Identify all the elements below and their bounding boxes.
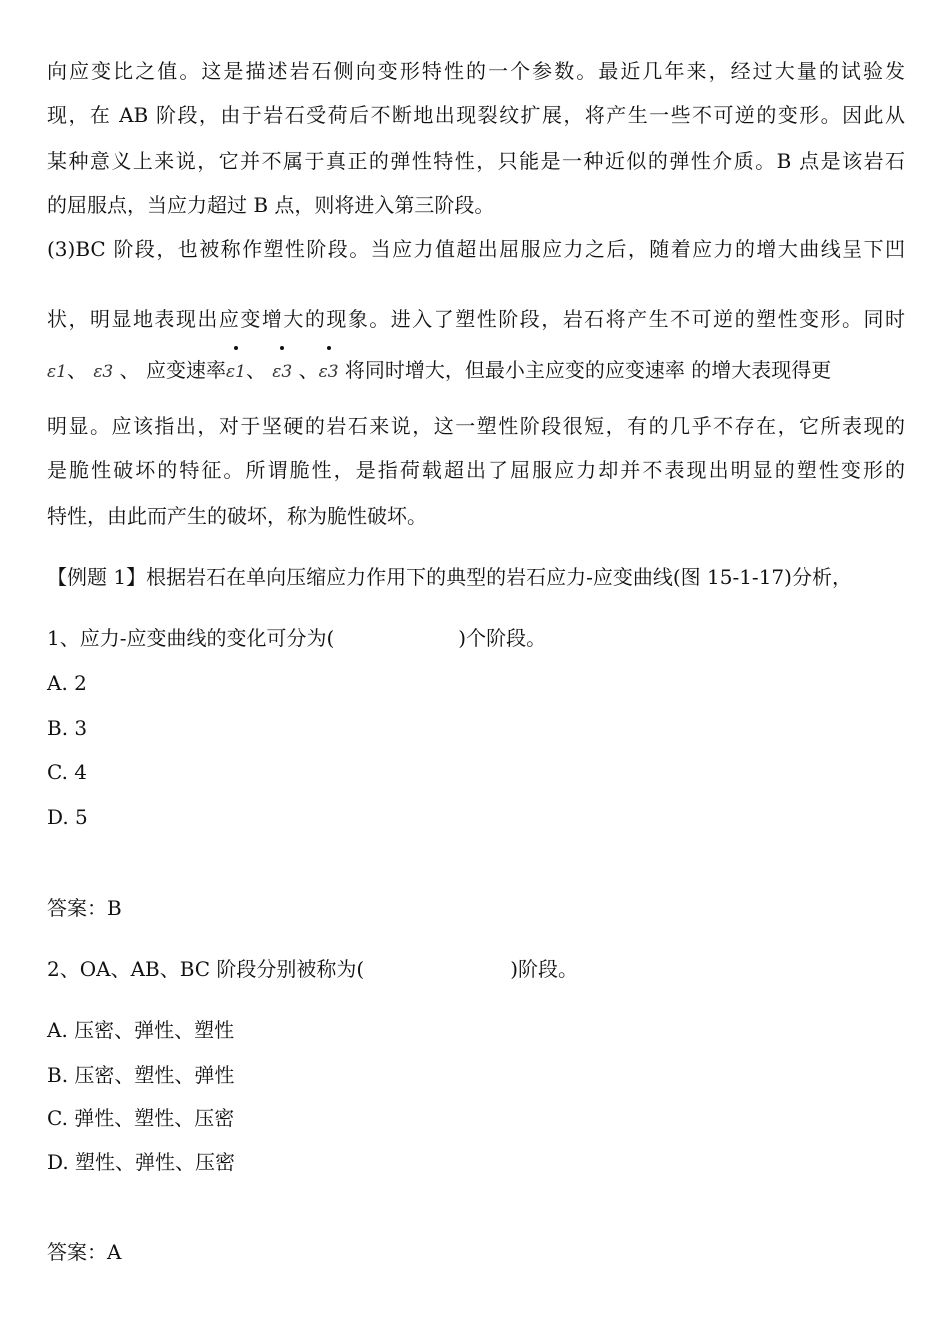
separator: 、 xyxy=(119,358,140,382)
question-1-answer: 答案：B xyxy=(47,896,122,920)
epsilon-1-dot-symbol: ε1 xyxy=(226,358,246,386)
paragraph-line: 明显。应该指出，对于坚硬的岩石来说，这一塑性阶段很短，有的几乎不存在，它所表现的 xyxy=(47,414,905,438)
question-2-option: A. 压密、弹性、塑性 xyxy=(47,1018,235,1042)
separator: 、 xyxy=(245,358,266,382)
paragraph-line: (3)BC 阶段，也被称作塑性阶段。当应力值超出屈服应力之后，随着应力的增大曲线呈下凹 xyxy=(47,237,905,261)
paragraph-line: 的屈服点，当应力超过 B 点，则将进入第三阶段。 xyxy=(47,193,495,217)
formula-tail-text: 将同时增大，但最小主应变的应变速率 的增大表现得更 xyxy=(344,358,832,382)
question-2-answer: 答案：A xyxy=(47,1240,122,1264)
paragraph-line: 特性，由此而产生的破坏，称为脆性破坏。 xyxy=(47,504,427,528)
question-1-stem-start: 1、应力-应变曲线的变化可分为( xyxy=(47,626,335,650)
question-1-option: D. 5 xyxy=(47,805,88,829)
question-2-stem-start: 2、OA、AB、BC 阶段分别被称为( xyxy=(47,957,365,981)
formula-line xyxy=(47,356,831,386)
question-1-option: A. 2 xyxy=(47,671,87,695)
epsilon-3-dot-symbol: ε3 xyxy=(319,358,339,386)
example-title: 【例题 1】根据岩石在单向压缩应力作用下的典型的岩石应力-应变曲线(图 15-1-17)分析， xyxy=(47,565,852,589)
separator: 、 xyxy=(298,358,319,382)
paragraph-line: 状，明显地表现出应变增大的现象。进入了塑性阶段，岩石将产生不可逆的塑性变形。同时 xyxy=(47,307,905,331)
question-1-option: B. 3 xyxy=(47,716,88,740)
question-2-option: B. 压密、塑性、弹性 xyxy=(47,1063,235,1087)
paragraph-line: 现，在 AB 阶段，由于岩石受荷后不断地出现裂纹扩展，将产生一些不可逆的变形。因此从 xyxy=(47,103,905,127)
paragraph-line: 是脆性破坏的特征。所谓脆性，是指荷载超出了屈服应力却并不表现出明显的塑性变形的 xyxy=(47,458,905,482)
epsilon-3-dot-symbol: ε3 xyxy=(272,358,292,386)
question-1-stem-end: )个阶段。 xyxy=(458,626,547,650)
paragraph-line: 向应变比之值。这是描述岩石侧向变形特性的一个参数。最近几年来，经过大量的试验发 xyxy=(47,59,905,83)
question-1-option: C. 4 xyxy=(47,760,88,784)
question-2-stem xyxy=(47,955,578,983)
separator: 、 xyxy=(66,358,87,382)
strain-rate-label: 应变速率 xyxy=(145,358,226,382)
epsilon-1-symbol: ε1 xyxy=(47,362,67,382)
question-2-option: D. 塑性、弹性、压密 xyxy=(47,1150,236,1174)
question-2-option: C. 弹性、塑性、压密 xyxy=(47,1106,235,1130)
question-2-stem-end: )阶段。 xyxy=(510,957,579,981)
question-1-stem xyxy=(47,624,546,652)
paragraph-line: 某种意义上来说，它并不属于真正的弹性特性，只能是一种近似的弹性介质。B 点是该岩石 xyxy=(47,149,905,173)
epsilon-3-symbol: ε3 xyxy=(93,362,114,382)
